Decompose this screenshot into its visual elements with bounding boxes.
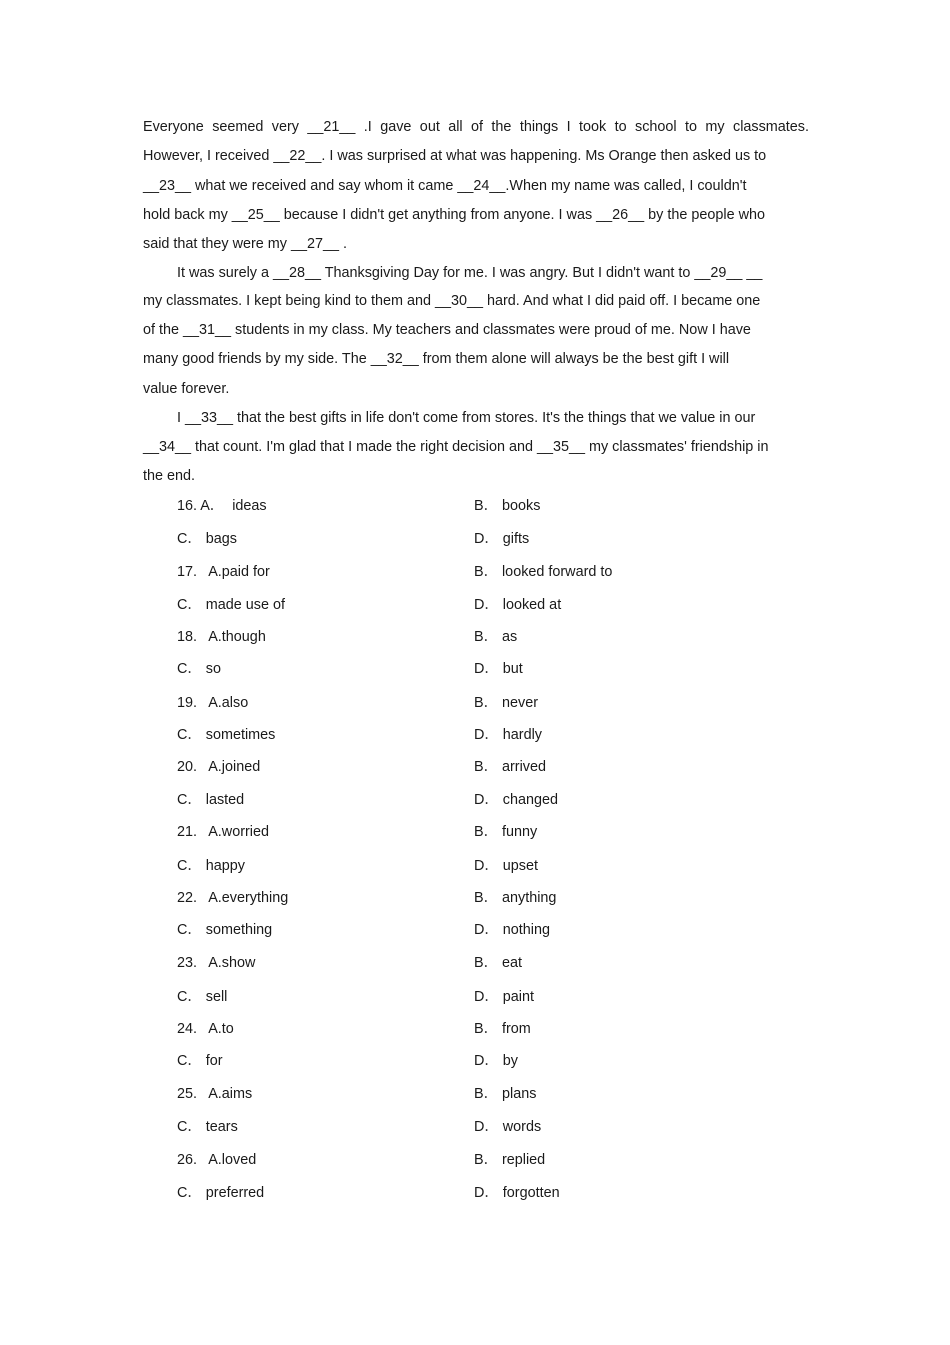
option-right: B． funny	[474, 824, 538, 840]
option-right: B． replied	[474, 1152, 546, 1168]
option-right: D． changed	[474, 792, 558, 808]
option-right: D． nothing	[474, 922, 550, 938]
option-left: C． happy	[177, 858, 245, 874]
option-left: 24. A.to	[177, 1021, 234, 1037]
option-left: C． tears	[177, 1119, 238, 1135]
option-left: 25. A.aims	[177, 1086, 253, 1102]
option-right: B． eat	[474, 955, 522, 971]
option-right: B． books	[474, 498, 541, 514]
option-left: 20. A.joined	[177, 759, 261, 775]
option-right: B． arrived	[474, 759, 546, 775]
passage-line: Everyone seemed very __21__ .I gave out all of the things I took to school to my classmates.	[143, 119, 809, 135]
passage-line: of the __31__ students in my class. My teachers and classmates were proud of me. Now I have	[143, 322, 751, 338]
option-left: C． so	[177, 661, 221, 677]
passage-line: hold back my __25__ because I didn't get anything from anyone. I was __26__ by the people who	[143, 207, 765, 223]
option-left: 21. A.worried	[177, 824, 269, 840]
option-right: D． gifts	[474, 531, 530, 547]
option-right: D． paint	[474, 989, 534, 1005]
option-right: B． never	[474, 695, 538, 711]
passage-line: __23__ what we received and say whom it came __24__.When my name was called, I couldn't	[143, 178, 747, 194]
passage-line: the end.	[143, 468, 196, 484]
option-right: D． upset	[474, 858, 538, 874]
passage-line: __34__ that count. I'm glad that I made the right decision and __35__ my classmates' friendship in	[143, 439, 769, 455]
option-left: C． made use of	[177, 597, 285, 613]
passage-line: said that they were my __27__ .	[143, 236, 347, 252]
option-right: B． anything	[474, 890, 557, 906]
option-right: D． forgotten	[474, 1185, 560, 1201]
option-right: B． as	[474, 629, 518, 645]
option-left: C． preferred	[177, 1185, 265, 1201]
option-left: C． something	[177, 922, 273, 938]
option-right: B． plans	[474, 1086, 537, 1102]
passage-line: It was surely a __28__ Thanksgiving Day for me. I was angry. But I didn't want to __29__ __	[177, 265, 763, 281]
option-right: B． looked forward to	[474, 564, 613, 580]
option-left: 19. A.also	[177, 695, 249, 711]
passage-line: value forever.	[143, 381, 230, 397]
option-left: C． lasted	[177, 792, 245, 808]
option-right: D． but	[474, 661, 523, 677]
option-right: D． by	[474, 1053, 518, 1069]
option-right: B． from	[474, 1021, 531, 1037]
passage-line: my classmates. I kept being kind to them and __30__ hard. And what I did paid off. I became one	[143, 293, 761, 309]
option-left: 16. A． ideas	[177, 498, 267, 514]
option-right: D． hardly	[474, 727, 542, 743]
option-right: D． looked at	[474, 597, 562, 613]
option-right: D． words	[474, 1119, 542, 1135]
option-left: C． sell	[177, 989, 228, 1005]
option-left: C． for	[177, 1053, 223, 1069]
passage-line: many good friends by my side. The __32__ from them alone will always be the best gift I will	[143, 351, 730, 367]
option-left: 17. A.paid for	[177, 564, 270, 580]
passage-line: However, I received __22__. I was surprised at what was happening. Ms Orange then asked us to	[143, 148, 767, 164]
option-left: C． bags	[177, 531, 237, 547]
option-left: 18. A.though	[177, 629, 266, 645]
option-left: 22. A.everything	[177, 890, 289, 906]
passage-line: I __33__ that the best gifts in life don't come from stores. It's the things that we value in our	[177, 410, 756, 426]
option-left: C． sometimes	[177, 727, 276, 743]
option-left: 26. A.loved	[177, 1152, 257, 1168]
option-left: 23. A.show	[177, 955, 256, 971]
